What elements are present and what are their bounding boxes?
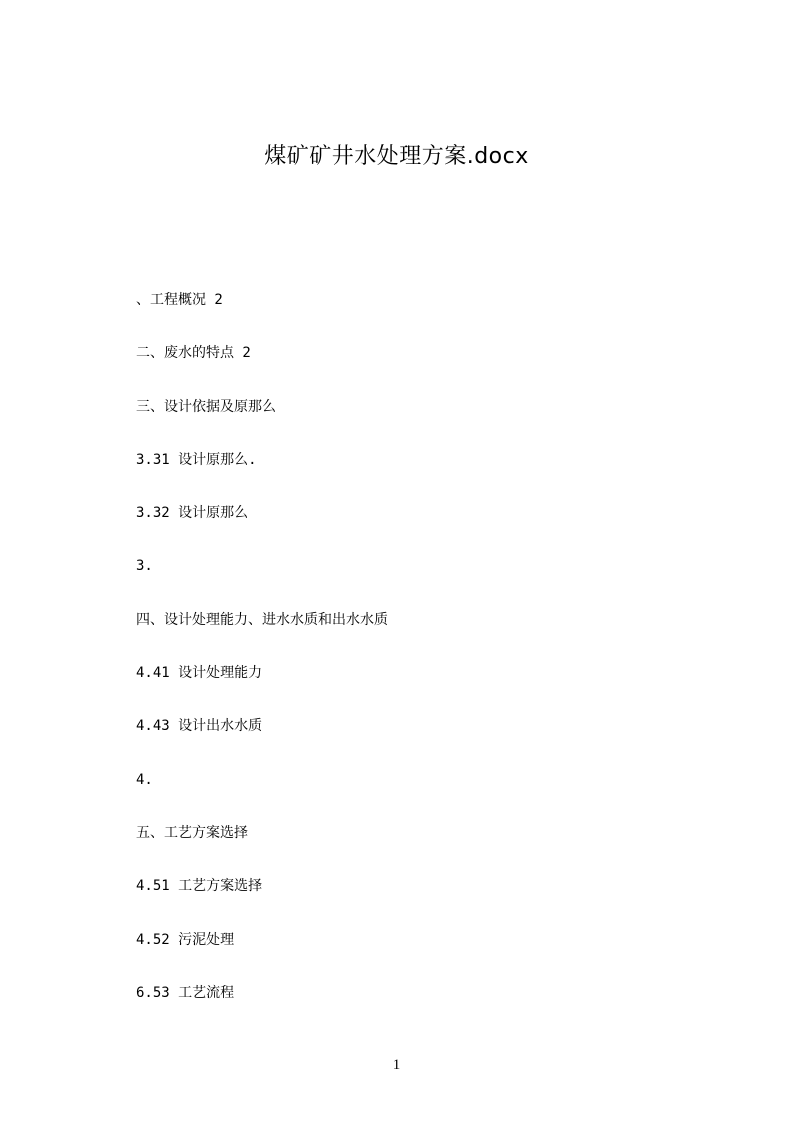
toc-entry: 3.32 设计原那么 xyxy=(136,505,249,522)
toc-entry: 3.31 设计原那么. xyxy=(136,451,257,468)
toc-entry: 4. xyxy=(136,771,153,788)
page-number: 1 xyxy=(392,1057,401,1073)
toc-entry: 四、设计处理能力、进水水质和出水水质 xyxy=(136,611,388,628)
toc-entry: 3. xyxy=(136,558,153,575)
toc-entry: 五、工艺方案选择 xyxy=(136,824,248,841)
toc-entry: 二、废水的特点 2 xyxy=(136,345,251,362)
document-title: 煤矿矿井水处理方案.docx xyxy=(264,144,529,169)
toc-entry: 三、设计依据及原那么 xyxy=(136,398,276,415)
toc-entry: 6.53 工艺流程 xyxy=(136,984,235,1001)
toc-entry: 4.52 污泥处理 xyxy=(136,931,235,948)
toc-entry: 、工程概况 2 xyxy=(136,292,223,308)
toc-entry: 4.41 设计处理能力 xyxy=(136,665,263,682)
toc-entry: 4.43 设计出水水质 xyxy=(136,718,263,735)
table-of-contents xyxy=(136,290,696,1036)
toc-entry: 4.51 工艺方案选择 xyxy=(136,878,263,895)
